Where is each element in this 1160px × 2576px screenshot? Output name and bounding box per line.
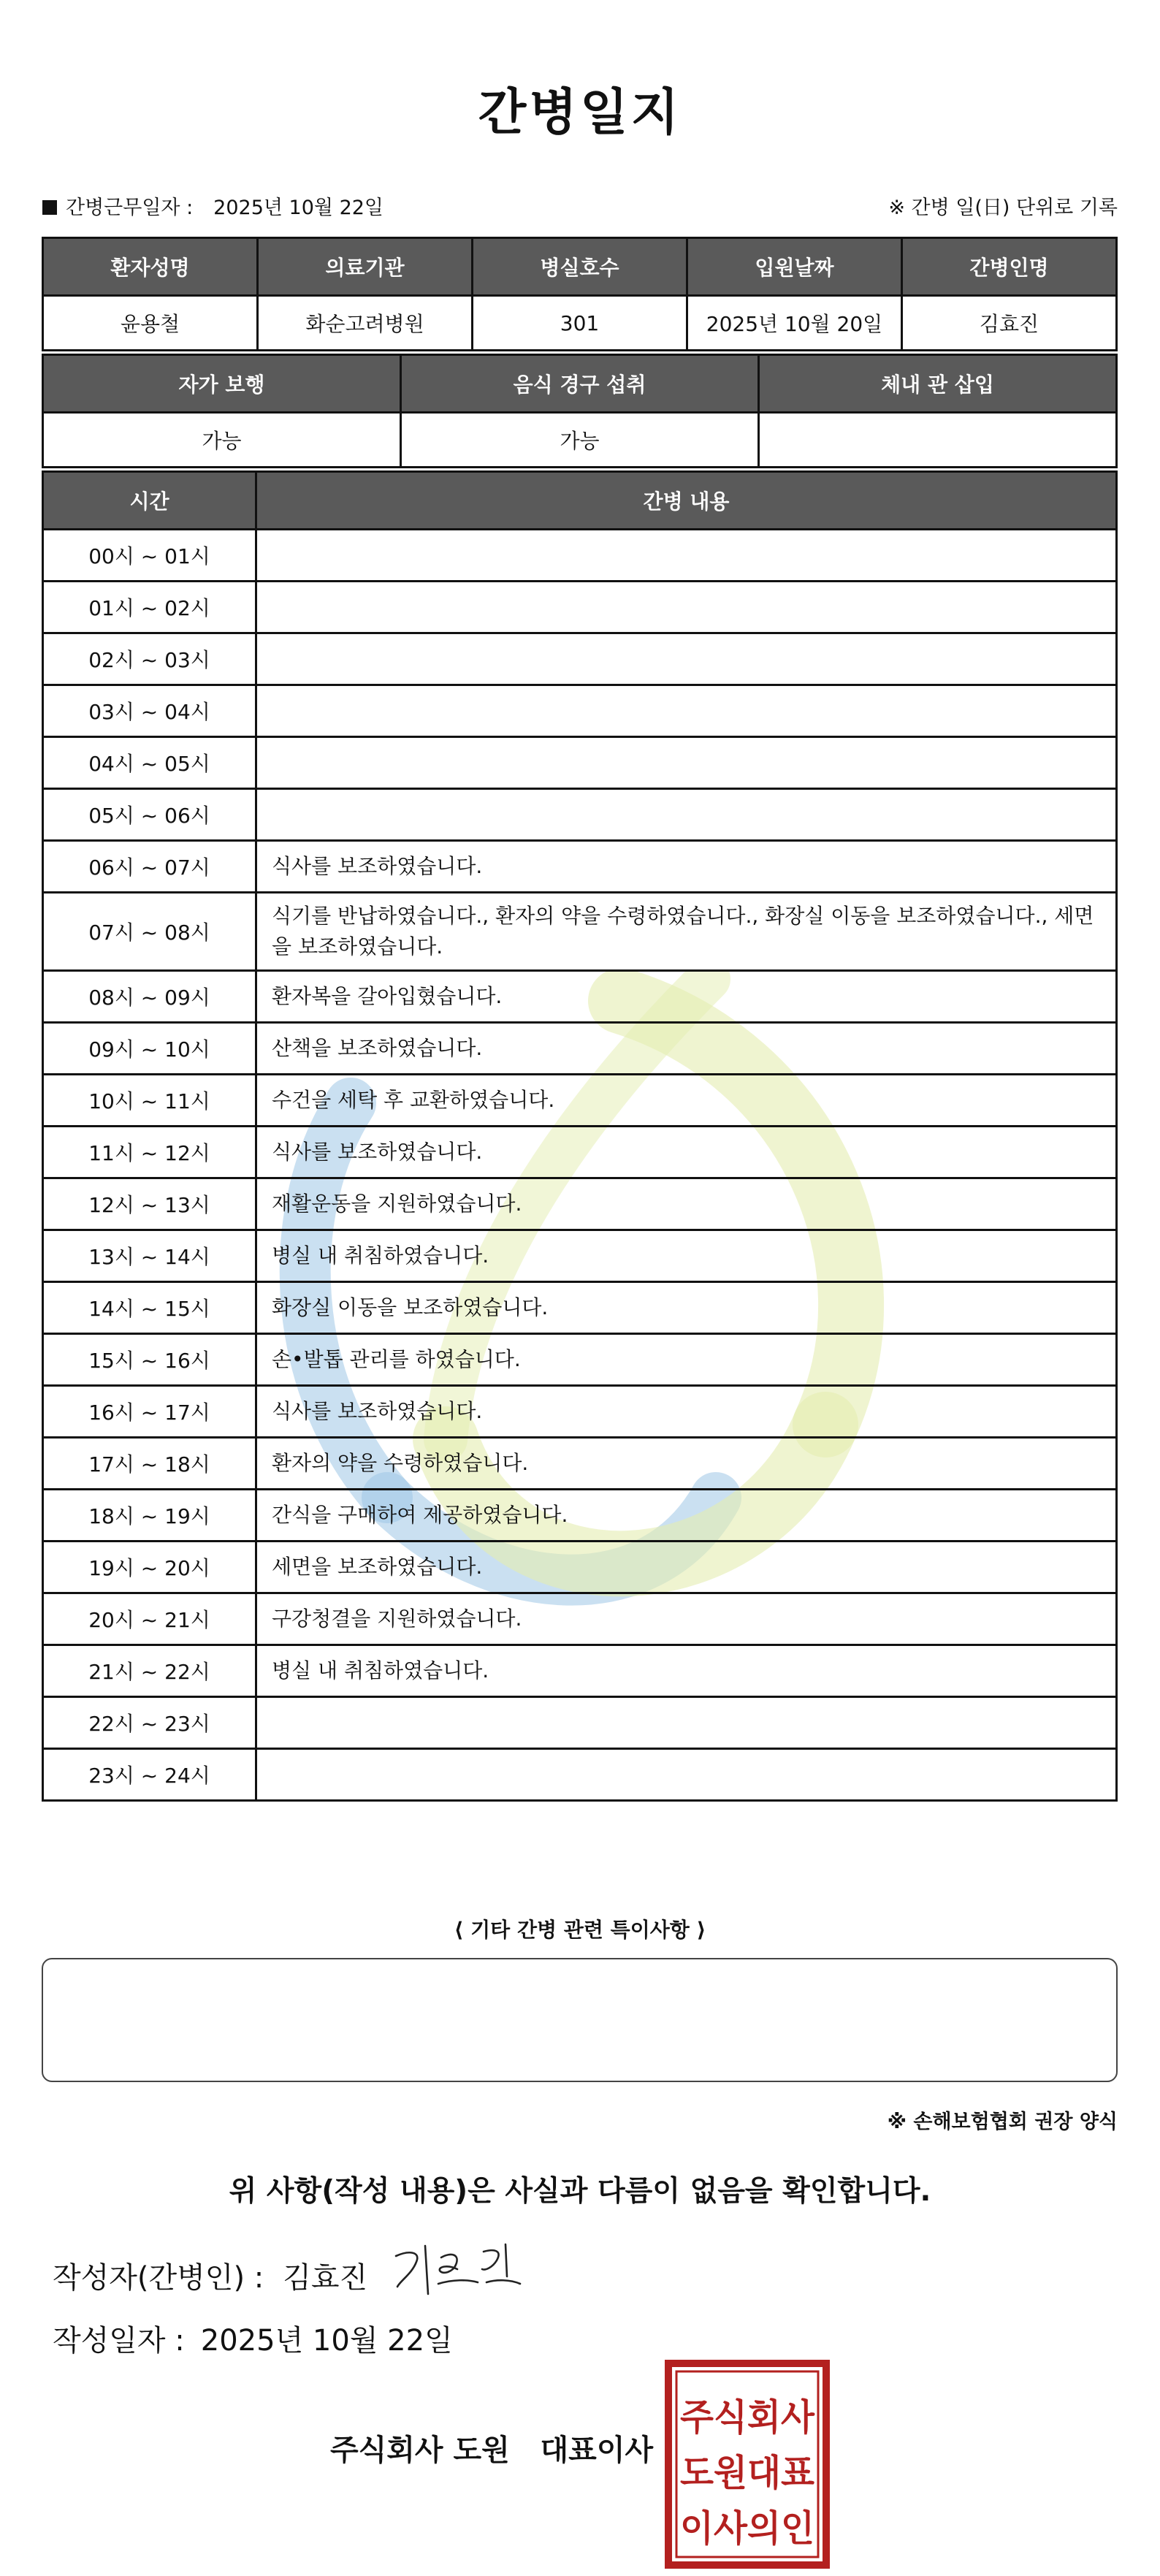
log-row <box>43 1334 1117 1386</box>
log-time: 20시 ~ 21시 <box>43 1593 256 1645</box>
log-time: 16시 ~ 17시 <box>43 1386 256 1438</box>
log-note: 식사를 보조하였습니다. <box>256 1127 1117 1178</box>
form-note: ※ 손해보험협회 권장 양식 <box>887 2111 1118 2133</box>
log-time: 08시 ~ 09시 <box>43 971 256 1023</box>
header-time: 시간 <box>43 472 256 530</box>
admission-date: 2025년 10월 20일 <box>687 296 902 351</box>
log-row <box>43 1645 1117 1697</box>
log-time: 05시 ~ 06시 <box>43 789 256 841</box>
log-time: 23시 ~ 24시 <box>43 1749 256 1801</box>
company-name: 주식회사 도원 대표이사 <box>330 2434 654 2467</box>
log-row <box>43 685 1117 737</box>
work-date <box>42 191 384 220</box>
square-bullet-icon <box>42 200 57 215</box>
log-time: 07시 ~ 08시 <box>43 893 256 971</box>
writer-line <box>53 2255 367 2296</box>
log-row <box>43 1127 1117 1178</box>
log-note: 병실 내 취침하였습니다. <box>256 1230 1117 1282</box>
log-note <box>256 530 1117 582</box>
log-row <box>43 530 1117 582</box>
header-room: 병실호수 <box>473 238 687 296</box>
log-note <box>256 1749 1117 1801</box>
header-hospital: 의료기관 <box>258 238 473 296</box>
company-seal-icon <box>665 2360 830 2569</box>
log-row <box>43 633 1117 685</box>
confirmation-statement: 위 사항(작성 내용)은 사실과 다름이 없음을 확인합니다. <box>229 2175 931 2208</box>
written-date-label: 작성일자 : <box>53 2324 185 2358</box>
handwritten-signature <box>387 2236 526 2301</box>
log-note <box>256 789 1117 841</box>
log-time: 12시 ~ 13시 <box>43 1178 256 1230</box>
log-note <box>256 685 1117 737</box>
log-row <box>43 1282 1117 1334</box>
log-note: 환자복을 갈아입혔습니다. <box>256 971 1117 1023</box>
log-time: 13시 ~ 14시 <box>43 1230 256 1282</box>
log-time: 22시 ~ 23시 <box>43 1697 256 1749</box>
header-tube-insertion: 체내 관 삽입 <box>759 355 1117 413</box>
log-time: 21시 ~ 22시 <box>43 1645 256 1697</box>
header-self-walking: 자가 보행 <box>43 355 401 413</box>
header-caregiver: 간병인명 <box>902 238 1117 296</box>
log-note <box>256 582 1117 633</box>
log-row <box>43 1749 1117 1801</box>
patient-info-table <box>42 237 1118 351</box>
log-row <box>43 1438 1117 1490</box>
log-note: 수건을 세탁 후 교환하였습니다. <box>256 1075 1117 1127</box>
seal-line-3: 이사의인 <box>680 2507 814 2550</box>
log-time: 11시 ~ 12시 <box>43 1127 256 1178</box>
room-number: 301 <box>473 296 687 351</box>
log-note <box>256 737 1117 789</box>
log-note: 손•발톱 관리를 하였습니다. <box>256 1334 1117 1386</box>
log-note: 환자의 약을 수령하였습니다. <box>256 1438 1117 1490</box>
tube-insertion-value <box>759 413 1117 468</box>
special-notes-box <box>42 1958 1118 2082</box>
log-row <box>43 1593 1117 1645</box>
log-note: 식사를 보조하였습니다. <box>256 841 1117 893</box>
header-care-content: 간병 내용 <box>256 472 1117 530</box>
log-time: 03시 ~ 04시 <box>43 685 256 737</box>
log-note: 식사를 보조하였습니다. <box>256 1386 1117 1438</box>
header-admission-date: 입원날짜 <box>687 238 902 296</box>
log-row <box>43 971 1117 1023</box>
log-note: 세면을 보조하였습니다. <box>256 1542 1117 1593</box>
log-time: 02시 ~ 03시 <box>43 633 256 685</box>
header-patient-name: 환자성명 <box>43 238 258 296</box>
written-date-value: 2025년 10월 22일 <box>200 2324 453 2358</box>
hospital-name: 화순고려병원 <box>258 296 473 351</box>
log-time: 15시 ~ 16시 <box>43 1334 256 1386</box>
log-time: 10시 ~ 11시 <box>43 1075 256 1127</box>
self-walking-value: 가능 <box>43 413 401 468</box>
patient-status-table <box>42 354 1118 468</box>
log-row <box>43 893 1117 971</box>
page-title: 간병일지 <box>478 84 682 142</box>
log-time: 00시 ~ 01시 <box>43 530 256 582</box>
log-row <box>43 1230 1117 1282</box>
work-date-value: 2025년 10월 22일 <box>213 197 384 219</box>
log-time: 04시 ~ 05시 <box>43 737 256 789</box>
header-oral-intake: 음식 경구 섭취 <box>401 355 759 413</box>
log-row <box>43 1023 1117 1075</box>
log-note: 화장실 이동을 보조하였습니다. <box>256 1282 1117 1334</box>
log-note: 간식을 구매하여 제공하였습니다. <box>256 1490 1117 1542</box>
log-row <box>43 841 1117 893</box>
log-row <box>43 1178 1117 1230</box>
log-note: 산책을 보조하였습니다. <box>256 1023 1117 1075</box>
log-time: 06시 ~ 07시 <box>43 841 256 893</box>
log-note: 재활운동을 지원하였습니다. <box>256 1178 1117 1230</box>
log-row <box>43 1697 1117 1749</box>
log-row <box>43 1542 1117 1593</box>
seal-line-1: 주식회사 <box>680 2396 815 2439</box>
log-row <box>43 737 1117 789</box>
caregiver-name: 김효진 <box>902 296 1117 351</box>
log-time: 01시 ~ 02시 <box>43 582 256 633</box>
record-note: ※ 간병 일(日) 단위로 기록 <box>888 197 1118 219</box>
log-row <box>43 1075 1117 1127</box>
log-note: 구강청결을 지원하였습니다. <box>256 1593 1117 1645</box>
log-note: 식기를 반납하였습니다., 환자의 약을 수령하였습니다., 화장실 이동을 보조하였습니다., 세면을 보조하였습니다. <box>256 893 1117 971</box>
written-date-line <box>53 2317 453 2359</box>
work-date-label: 간병근무일자 : <box>66 197 194 219</box>
log-time: 09시 ~ 10시 <box>43 1023 256 1075</box>
log-note <box>256 1697 1117 1749</box>
log-time: 18시 ~ 19시 <box>43 1490 256 1542</box>
log-row <box>43 582 1117 633</box>
log-row <box>43 1386 1117 1438</box>
log-note <box>256 633 1117 685</box>
writer-label: 작성자(간병인) : <box>53 2261 264 2295</box>
seal-line-2: 도원대표 <box>680 2452 815 2494</box>
log-row <box>43 789 1117 841</box>
patient-name: 윤용철 <box>43 296 258 351</box>
writer-name: 김효진 <box>283 2261 368 2295</box>
log-time: 14시 ~ 15시 <box>43 1282 256 1334</box>
care-log-table <box>42 470 1118 1802</box>
log-time: 17시 ~ 18시 <box>43 1438 256 1490</box>
special-notes-title: ⟨ 기타 간병 관련 특이사항 ⟩ <box>454 1918 706 1942</box>
log-note: 병실 내 취침하였습니다. <box>256 1645 1117 1697</box>
log-row <box>43 1490 1117 1542</box>
log-time: 19시 ~ 20시 <box>43 1542 256 1593</box>
oral-intake-value: 가능 <box>401 413 759 468</box>
